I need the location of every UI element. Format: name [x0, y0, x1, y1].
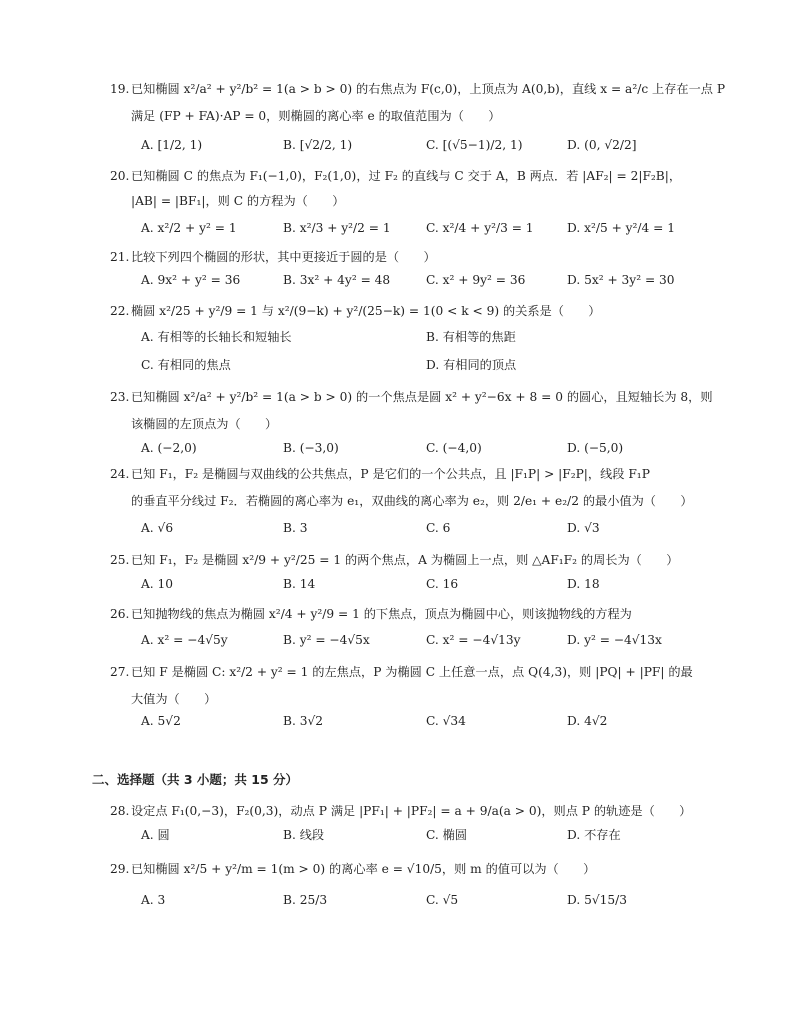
option-d[interactable]: D. 4√2 [567, 714, 608, 728]
option-d[interactable]: D. 不存在 [567, 828, 621, 842]
question-text: 19. 已知椭圆 x²/a² + y²/b² = 1(a > b > 0) 的右焦点为 F(c,0)，上顶点为 A(0,b)，直线 x = a²/c 上存在一点 P [110, 82, 726, 96]
question-number: 23. [110, 390, 130, 404]
question-number: 24. [110, 467, 130, 481]
question-text: 23. 已知椭圆 x²/a² + y²/b² = 1(a > b > 0) 的一个焦点是圆 x² + y²−6x + 8 = 0 的圆心，且短轴长为 8，则 [110, 390, 713, 404]
option-b[interactable]: B. (−3,0) [283, 441, 339, 455]
question-number: 27. [110, 665, 130, 679]
option-b[interactable]: B. 14 [283, 577, 316, 591]
option-a[interactable]: A. x² = −4√5y [141, 633, 228, 647]
question-text: 28. 设定点 F₁(0,−3)，F₂(0,3)，动点 P 满足 |PF₁| + |PF₂| = a + 9/a(a > 0)，则点 P 的轨迹是（ ） [110, 804, 692, 818]
option-b[interactable]: B. 有相等的焦距 [426, 330, 516, 344]
option-a[interactable]: A. [1/2, 1) [141, 138, 203, 152]
question-number: 20. [110, 169, 130, 183]
question-text: 29. 已知椭圆 x²/5 + y²/m = 1(m > 0) 的离心率 e = √10/5，则 m 的值可以为（ ） [110, 862, 596, 876]
option-b[interactable]: B. x²/3 + y²/2 = 1 [283, 221, 391, 235]
question-text: 21. 比较下列四个椭圆的形状，其中更接近于圆的是（ ） [110, 250, 436, 264]
question-text-cont: |AB| = |BF₁|，则 C 的方程为（ ） [131, 194, 345, 208]
question-text: 26. 已知抛物线的焦点为椭圆 x²/4 + y²/9 = 1 的下焦点，顶点为椭圆中心，则该抛物线的方程为 [110, 607, 632, 621]
option-d[interactable]: D. x²/5 + y²/4 = 1 [567, 221, 676, 235]
option-b[interactable]: B. 3√2 [283, 714, 323, 728]
option-c[interactable]: C. √5 [426, 893, 459, 907]
option-a[interactable]: A. (−2,0) [141, 441, 197, 455]
option-a[interactable]: A. 圆 [141, 828, 170, 842]
question-text: 27. 已知 F 是椭圆 C: x²/2 + y² = 1 的左焦点，P 为椭圆 C 上任意一点，点 Q(4,3)，则 |PQ| + |PF| 的最 [110, 665, 693, 679]
question-number: 25. [110, 553, 130, 567]
question-text-cont: 大值为（ ） [131, 692, 217, 706]
option-c[interactable]: C. 16 [426, 577, 459, 591]
option-d[interactable]: D. 有相同的顶点 [426, 358, 517, 372]
question-text-cont: 满足 (FP + FA)·AP = 0，则椭圆的离心率 e 的取值范围为（ ） [131, 109, 501, 123]
question-text-cont: 的垂直平分线过 F₂．若椭圆的离心率为 e₁，双曲线的离心率为 e₂，则 2/e₁ + e₂/2 的最小值为（ ） [131, 494, 693, 508]
option-d[interactable]: D. (0, √2/2] [567, 138, 637, 152]
option-c[interactable]: C. 有相同的焦点 [141, 358, 231, 372]
option-c[interactable]: C. 6 [426, 521, 451, 535]
option-c[interactable]: C. 椭圆 [426, 828, 468, 842]
question-number: 22. [110, 304, 130, 318]
question-text: 25. 已知 F₁，F₂ 是椭圆 x²/9 + y²/25 = 1 的两个焦点，A 为椭圆上一点，则 △AF₁F₂ 的周长为（ ） [110, 553, 679, 567]
option-a[interactable]: A. 5√2 [141, 714, 181, 728]
question-number: 28. [110, 804, 130, 818]
option-a[interactable]: A. x²/2 + y² = 1 [141, 221, 237, 235]
question-number: 29. [110, 862, 130, 876]
option-c[interactable]: C. x² + 9y² = 36 [426, 273, 526, 287]
option-d[interactable]: D. 5x² + 3y² = 30 [567, 273, 675, 287]
option-c[interactable]: C. x² = −4√13y [426, 633, 521, 647]
section-heading: 二、选择题（共 3 小题；共 15 分） [92, 772, 299, 787]
question-text: 22. 椭圆 x²/25 + y²/9 = 1 与 x²/(9−k) + y²/(25−k) = 1(0 < k < 9) 的关系是（ ） [110, 304, 601, 318]
option-d[interactable]: D. y² = −4√13x [567, 633, 662, 647]
option-a[interactable]: A. 9x² + y² = 36 [141, 273, 241, 287]
question-number: 19. [110, 82, 130, 96]
option-b[interactable]: B. [√2/2, 1) [283, 138, 353, 152]
option-a[interactable]: A. √6 [141, 521, 174, 535]
option-d[interactable]: D. √3 [567, 521, 600, 535]
option-c[interactable]: C. √34 [426, 714, 466, 728]
question-number: 21. [110, 250, 130, 264]
option-d[interactable]: D. (−5,0) [567, 441, 624, 455]
question-text: 24. 已知 F₁，F₂ 是椭圆与双曲线的公共焦点，P 是它们的一个公共点，且 |F₁P| > |F₂P|，线段 F₁P [110, 467, 650, 481]
option-b[interactable]: B. 25/3 [283, 893, 328, 907]
option-c[interactable]: C. (−4,0) [426, 441, 482, 455]
option-a[interactable]: A. 10 [141, 577, 174, 591]
option-c[interactable]: C. [(√5−1)/2, 1) [426, 138, 523, 152]
option-c[interactable]: C. x²/4 + y²/3 = 1 [426, 221, 534, 235]
option-a[interactable]: A. 有相等的长轴长和短轴长 [141, 330, 292, 344]
question-text-cont: 该椭圆的左顶点为（ ） [131, 417, 278, 431]
option-d[interactable]: D. 18 [567, 577, 600, 591]
option-b[interactable]: B. 3 [283, 521, 308, 535]
option-d[interactable]: D. 5√15/3 [567, 893, 627, 907]
option-b[interactable]: B. 3x² + 4y² = 48 [283, 273, 391, 287]
option-a[interactable]: A. 3 [141, 893, 166, 907]
question-number: 26. [110, 607, 130, 621]
option-b[interactable]: B. 线段 [283, 828, 325, 842]
question-text: 20. 已知椭圆 C 的焦点为 F₁(−1,0)，F₂(1,0)，过 F₂ 的直线与 C 交于 A，B 两点．若 |AF₂| = 2|F₂B|， [110, 169, 682, 183]
option-b[interactable]: B. y² = −4√5x [283, 633, 370, 647]
